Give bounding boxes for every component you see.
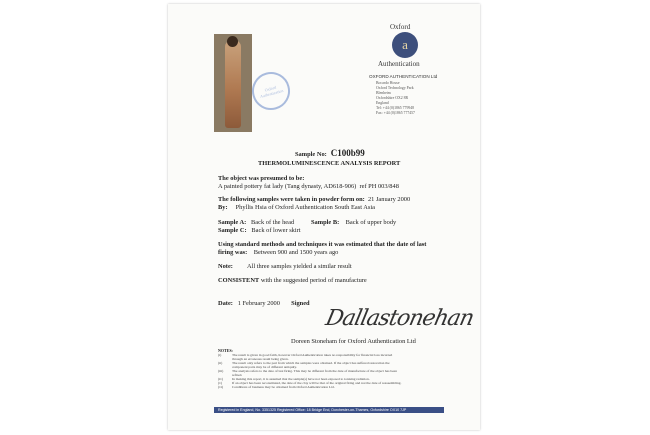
logo-bottom-text: Authentication bbox=[378, 60, 420, 68]
logo-top-text: Oxford bbox=[390, 23, 411, 31]
notes-list bbox=[218, 353, 474, 389]
note-item: (iii) The analysis refers to the date of last firing. This may be different from the date of manufacture of the object has been bbox=[218, 369, 397, 373]
oxford-authentication-logo: a bbox=[392, 32, 418, 58]
sample-number: Sample No: C100b99 bbox=[295, 148, 365, 158]
consistent-statement: CONSISTENT with the suggested period of manufacture bbox=[218, 277, 367, 284]
note-item: (v) If an object has been reconstituted, the date of the clay will be that of the original firing and not the date of reassembling. bbox=[218, 381, 402, 385]
firing-estimate: firing was: Between 900 and 1500 years ago bbox=[218, 249, 339, 256]
note: Note: All three samples yielded a similar result bbox=[218, 263, 352, 270]
figure-body bbox=[225, 40, 241, 128]
note-item: component parts may be of different antiquity. bbox=[232, 365, 297, 369]
notes-heading: NOTES: bbox=[218, 348, 233, 353]
authentication-stamp: Oxford Authentication bbox=[248, 68, 295, 115]
report-date: Date: 1 February 2000 Signed bbox=[218, 300, 310, 307]
sample-b: Sample B: Back of upper body bbox=[311, 219, 397, 226]
note-item: (i) The result is given in good faith, however Oxford Authentication takes no responsibility for financial loss incurred bbox=[218, 353, 393, 357]
note-item: (iv) In making this report, it is assumed that the sample(s) have not been exposed to ionising radiation. bbox=[218, 377, 370, 381]
note-item: through an erroneous result being given. bbox=[232, 357, 289, 361]
note-item: (vi) Conditions of business may be obtained from Oxford Authentication Ltd. bbox=[218, 385, 335, 389]
note-item: refired. bbox=[232, 373, 243, 377]
figure-head bbox=[227, 36, 238, 47]
presumed-label: The object was presumed to be: bbox=[218, 175, 305, 182]
object-photo bbox=[214, 34, 252, 132]
certificate-page bbox=[168, 4, 480, 430]
sampled-by: By: Phyllis Hsia of Oxford Authentication South East Asia bbox=[218, 204, 375, 211]
report-title: THERMOLUMINESCENCE ANALYSIS REPORT bbox=[258, 160, 401, 167]
registration-footer: Registered in England, No. 3351325 Registered Office: 18 Bridge End, Dorchester-on-Thames, Oxfordshire OX10 7JP bbox=[214, 407, 444, 413]
samples-taken: The following samples were taken in powder form on: 21 January 2000 bbox=[218, 196, 411, 203]
sample-a: Sample A: Back of the head bbox=[218, 219, 295, 226]
signature: Dallastonehan bbox=[323, 306, 476, 331]
signatory: Doreen Stoneham for Oxford Authentication Ltd bbox=[291, 338, 416, 345]
methods-text: Using standard methods and techniques it was estimated that the date of last bbox=[218, 241, 427, 248]
sample-c: Sample C: Back of lower skirt bbox=[218, 227, 301, 234]
presumed-value: A painted pottery fat lady (Tang dynasty, AD618-906) ref PH 003/848 bbox=[218, 183, 399, 190]
company-name: OXFORD AUTHENTICATION Ltd bbox=[369, 74, 438, 79]
note-item: (ii) The result only refers to the part from which the samples were obtained. If the object has suffered restoration the bbox=[218, 361, 390, 365]
company-address: Bocardo House Oxford Technology Park Blenheim Oxfordshire OX2 8R England Tel: +44 (0)1865 779948 Fax: +44 (0)1865 777457 bbox=[376, 81, 415, 115]
